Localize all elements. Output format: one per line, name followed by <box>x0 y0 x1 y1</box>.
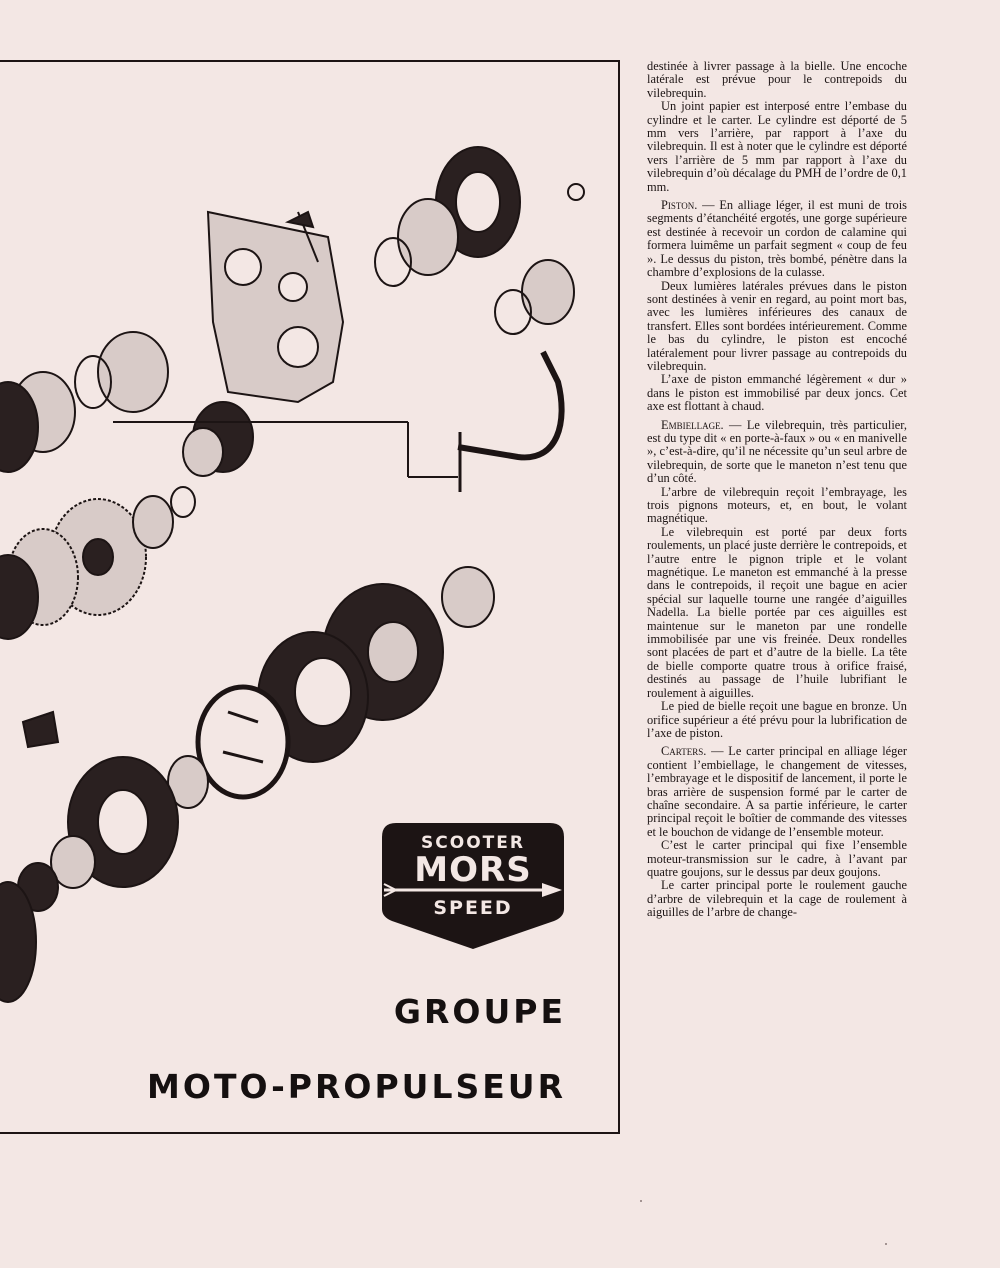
section-heading: Embiellage. <box>661 417 724 432</box>
article-section-embiellage <box>647 419 907 486</box>
article-paragraph: L’axe de piston emmanché légèrement « dur » dans le piston est immobilisé par deux joncs. Cet axe est flottant à chaud. <box>647 372 907 414</box>
figure-title-line1: GROUPE <box>393 992 566 1031</box>
section-body: — En alliage léger, il est muni de trois segments d’étanchéité ergotés, une gorge supérieure est destinée à recevoir un cordon de calamine qui formera luimême un parfait segment « coup de feu ». Le dessus du piston, très bombé, pénètre dans la chambre d’explosions de la culasse. <box>647 198 907 280</box>
figure-frame <box>0 60 620 1134</box>
exploded-engine-illustration <box>0 62 618 1132</box>
section-heading: Piston. <box>661 198 698 213</box>
article-paragraph: Le carter principal porte le roulement gauche d’arbre de vilebrequin et la cage de roulement à aiguilles de l’arbre de change- <box>647 878 907 920</box>
article-paragraph: Deux lumières latérales prévues dans le piston sont destinées à venir en regard, au point mort bas, avec les lumières inférieures des canaux de transfert. Elles sont bordées intérieurement. Comme le bas du cylindre, le piston est encoché latéralement pour livrer passage au contrepoids du vilebrequin. <box>647 278 907 373</box>
section-body: — Le carter principal en alliage léger contient l’embiellage, le changement de vitesses, l’embrayage et le dispositif de lancement, il porte le bras arrière de suspension formé par le carter de chaîne secondaire. A sa partie inférieure, le carter principal reçoit le boîtier de commande des vitesses et le bouchon de vidange de l’ensemble moteur. <box>647 744 907 839</box>
article-paragraph: Le pied de bielle reçoit une bague en bronze. Un orifice supérieur a été prévu pour la lubrification de l’axe de piston. <box>647 699 907 740</box>
paper-speck <box>640 1200 642 1202</box>
mors-scooter-logo <box>374 817 572 951</box>
article-section-piston <box>647 199 907 279</box>
article-paragraph: destinée à livrer passage à la bielle. Une encoche latérale est prévue pour le contrepoids du vilebrequin. <box>647 59 907 100</box>
logo-bottom-line: SPEED <box>433 897 513 919</box>
article-paragraph: C’est le carter principal qui fixe l’ensemble moteur-transmission sur le cadre, à l’avant par quatre goujons, sur le dessus par deux goujons. <box>647 838 907 879</box>
article-column <box>647 60 907 920</box>
article-paragraph: Le vilebrequin est porté par deux forts roulements, un placé juste derrière le contrepoids, et l’autre entre le pignon triple et le volant magnétique. Le maneton est emmanché à la presse dans le contrepoids, il reçoit une bague en acier spécial sur laquelle tourne une rangée d’aiguilles Nadella. La bielle portée par ces aiguilles est maintenue sur le maneton par une rondelle immobilisée par une vis freinée. Deux rondelles sont placées de part et d’autre de la bielle. La tête de bielle comporte quatre trous à orifice fraisé, destinés au passage de l’huile lubrifiant le roulement à aiguilles. <box>647 524 907 700</box>
article-paragraph: L’arbre de vilebrequin reçoit l’embrayage, les trois pignons moteurs, et, en bout, le volant magnétique. <box>647 484 907 526</box>
section-heading: Carters. <box>661 744 707 759</box>
figure-title-line2: MOTO-PROPULSEUR <box>147 1067 566 1106</box>
paper-speck <box>885 1243 887 1245</box>
article-paragraph: Un joint papier est interposé entre l’embase du cylindre et le carter. Le cylindre est déporté de 5 mm vers l’arrière, par rapport à l’axe du vilebrequin. Il est à noter que le cylindre est déporté vers l’arrière de 5 mm par rapport à l’axe du vilebrequin d’où décalage du PMH de l’ordre de 0,1 mm. <box>647 99 907 194</box>
article-section-carters <box>647 745 907 839</box>
logo-brand: MORS <box>414 850 532 890</box>
logo-top-line: SCOOTER <box>421 833 525 853</box>
section-body: — Le vilebrequin, très particulier, est du type dit « en porte-à-faux » ou « en manivelle », c’est-à-dire, qu’il ne nécessite qu’un seul arbre de vilebrequin, de sorte que le maneton n’est tenu que d’un côté. <box>647 417 907 486</box>
